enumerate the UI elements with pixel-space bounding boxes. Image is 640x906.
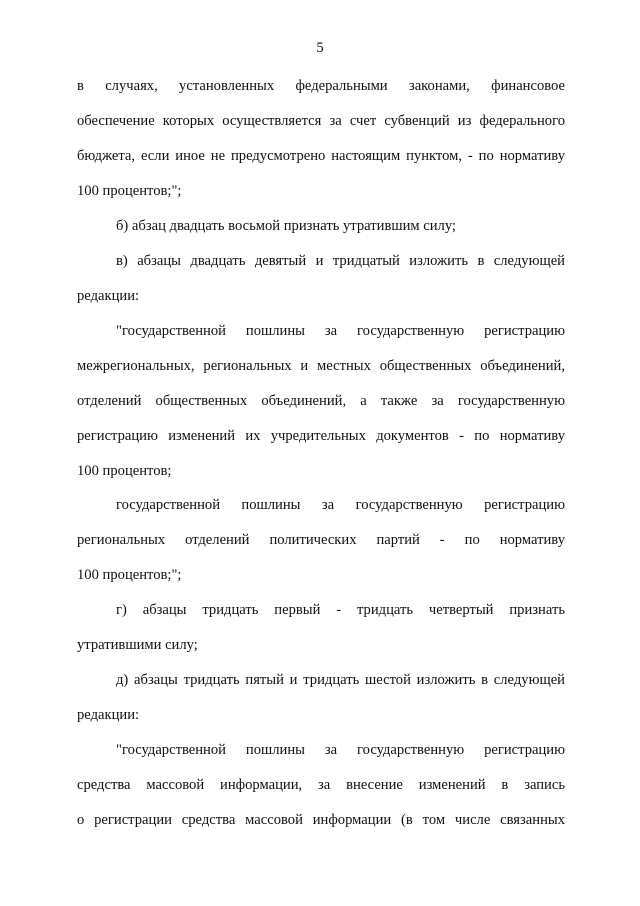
text-line: редакции: [77, 287, 140, 304]
text-line: редакции: [77, 707, 140, 724]
text-line: о регистрации средства массовой информации (в том числе связанных [77, 812, 565, 828]
text-line: д) абзацы тридцать пятый и тридцать шестой изложить в следующей [116, 672, 565, 689]
text-line: межрегиональных, региональных и местных общественных объединений, [77, 357, 565, 374]
text-line: утратившими силу; [77, 637, 198, 654]
text-line: региональных отделений политических партий - по нормативу [77, 532, 565, 549]
text-line: регистрацию изменений их учредительных документов - по нормативу [77, 427, 565, 444]
text-line: г) абзацы тридцать первый - тридцать четвертый признать [116, 602, 565, 619]
text-line: б) абзац двадцать восьмой признать утратившим силу; [116, 217, 456, 234]
text-line: 100 процентов;"; [77, 182, 182, 199]
text-line: "государственной пошлины за государственную регистрацию [116, 322, 565, 339]
text-line: средства массовой информации, за внесение изменений в запись [77, 777, 565, 793]
text-line: государственной пошлины за государственную регистрацию [116, 497, 565, 514]
text-line: 100 процентов; [77, 462, 172, 479]
text-line: в случаях, установленных федеральными законами, финансовое [77, 78, 565, 94]
text-line: отделений общественных объединений, а также за государственную [77, 392, 565, 409]
text-line: обеспечение которых осуществляется за счет субвенций из федерального [77, 113, 565, 129]
text-line: "государственной пошлины за государственную регистрацию [116, 742, 565, 759]
text-line: бюджета, если иное не предусмотрено настоящим пунктом, - по нормативу [77, 147, 565, 164]
page-number: 5 [316, 40, 324, 56]
text-line: в) абзацы двадцать девятый и тридцатый изложить в следующей [116, 252, 565, 269]
text-line: 100 процентов;"; [77, 567, 182, 584]
